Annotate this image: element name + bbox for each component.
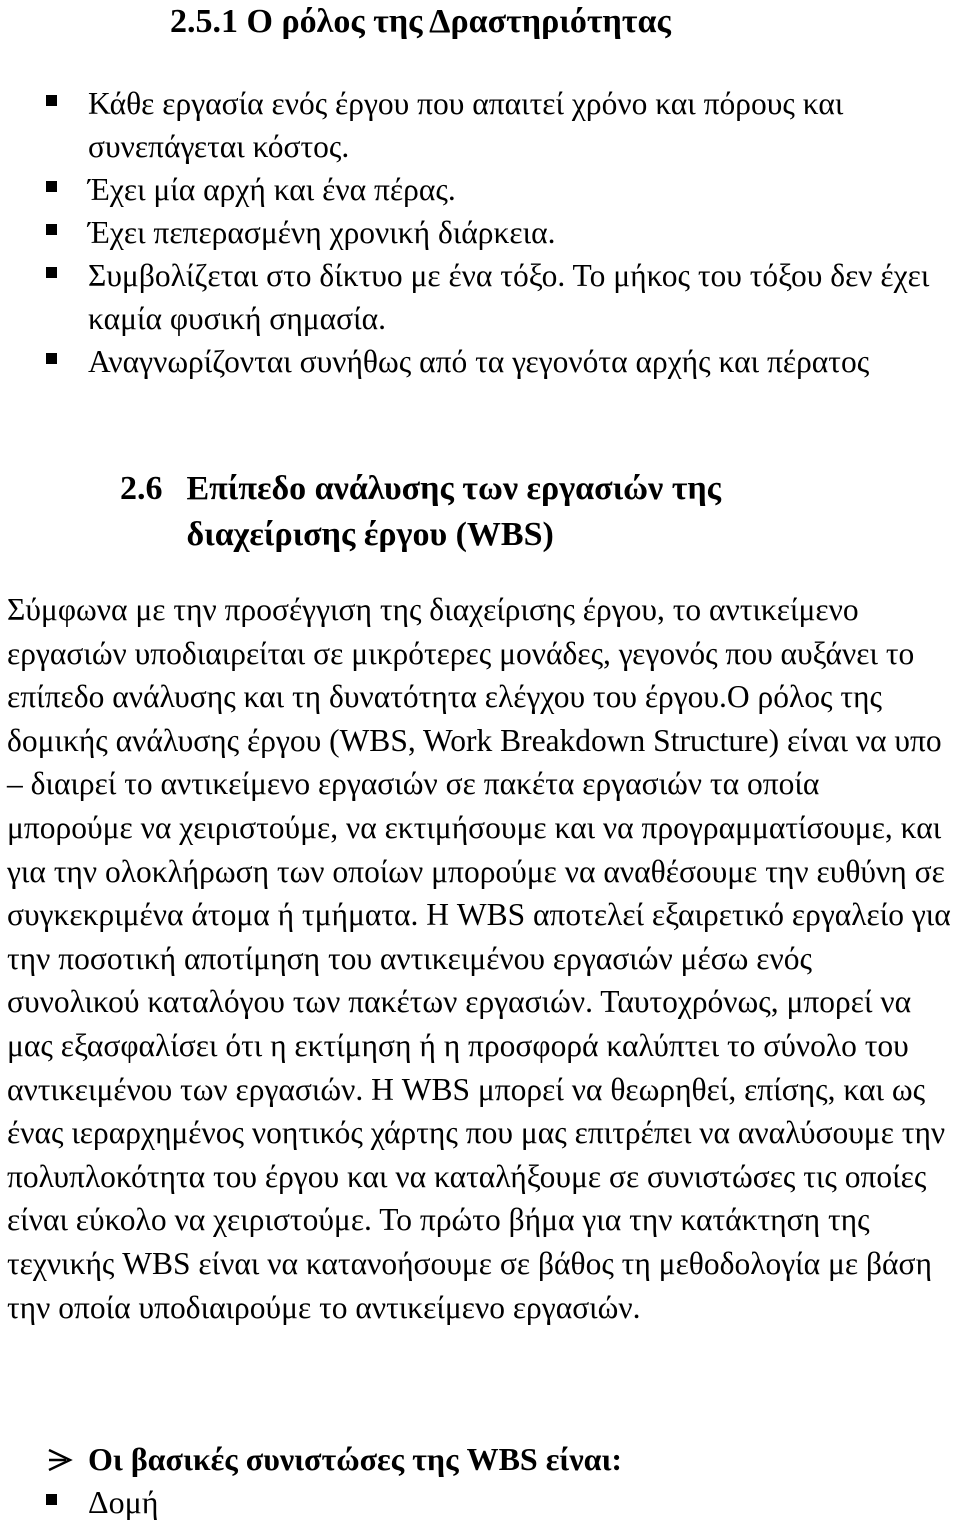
list-item: Συμβολίζεται στο δίκτυο με ένα τόξο. Το μήκος του τόξου δεν έχει καμία φυσική σημασία. [46,254,946,340]
activity-role-list [46,82,946,383]
square-bullet-icon [46,353,57,364]
components-heading: Οι βασικές συνιστώσες της WBS είναι: [46,1437,622,1481]
list-item: Δομή [46,1480,158,1524]
list-item: Αναγνωρίζονται συνήθως από τα γεγονότα αρχής και πέρατος [46,340,946,383]
square-bullet-icon [46,1494,57,1505]
subsection-heading [120,466,900,558]
section-heading: 2.5.1 Ο ρόλος της Δραστηριότητας [170,3,671,40]
wbs-paragraph: Σύμφωνα με την προσέγγιση της διαχείρισης έργου, το αντικείμενο εργασιών υποδιαιρείται σε μικρότερες μονάδες, γεγονός που αυξάνει το επίπεδο ανάλυσης και τη δυνατότητα ελέγχου του έργου.Ο ρόλος της δομικής ανάλυσης έργου (WBS, Work Breakdown Structure) είναι να υπο – διαιρεί το αντικείμενο εργασιών σε πακέτα εργασιών τα οποία μπορούμε να χειριστούμε, να εκτιμήσουμε και να προγραμματίσουμε, και για την ολοκλήρωση των οποίων μπορούμε να αναθέσουμε την ευθύνη σε συγκεκριμένα άτομα ή τμήματα. Η WBS αποτελεί εξαιρετικό εργαλείο για την ποσοτική αποτίμηση του αντικειμένου εργασιών μέσω ενός συνολικού καταλόγου των πακέτων εργασιών. Ταυτοχρόνως, μπορεί να μας εξασφαλίσει ότι η εκτίμηση ή η προσφορά καλύπτει το σύνολο του αντικειμένου των εργασιών. Η WBS μπορεί να θεωρηθεί, επίσης, και ως ένας ιεραρχημένος νοητικός χάρτης που μας επιτρέπει να αναλύσουμε την πολυπλοκότητα του έργου και να καταλήξουμε σε συνιστώσες τις οποίες είναι εύκολο να χειριστούμε. Το πρώτο βήμα για την κατάκτηση της τεχνικής WBS είναι να κατανοήσουμε σε βάθος τη μεθοδολογία με βάση την οποία υποδιαιρούμε το αντικείμενο εργασιών. [7,592,951,1325]
subsection-title-line2: διαχείρισης έργου (WBS) [186,516,554,553]
list-item: Έχει πεπερασμένη χρονική διάρκεια. [46,211,946,254]
square-bullet-icon [46,95,57,106]
square-bullet-icon [46,224,57,235]
subsection-title-line1: Επίπεδο ανάλυσης των εργασιών της [186,470,722,507]
arrow-bullet-icon [46,1437,88,1481]
square-bullet-icon [46,267,57,278]
subsection-number: 2.6 [120,470,163,507]
square-bullet-icon [46,181,57,192]
list-item: Κάθε εργασία ενός έργου που απαιτεί χρόνο και πόρους και συνεπάγεται κόστος. [46,82,946,168]
list-item: Έχει μία αρχή και ένα πέρας. [46,168,946,211]
